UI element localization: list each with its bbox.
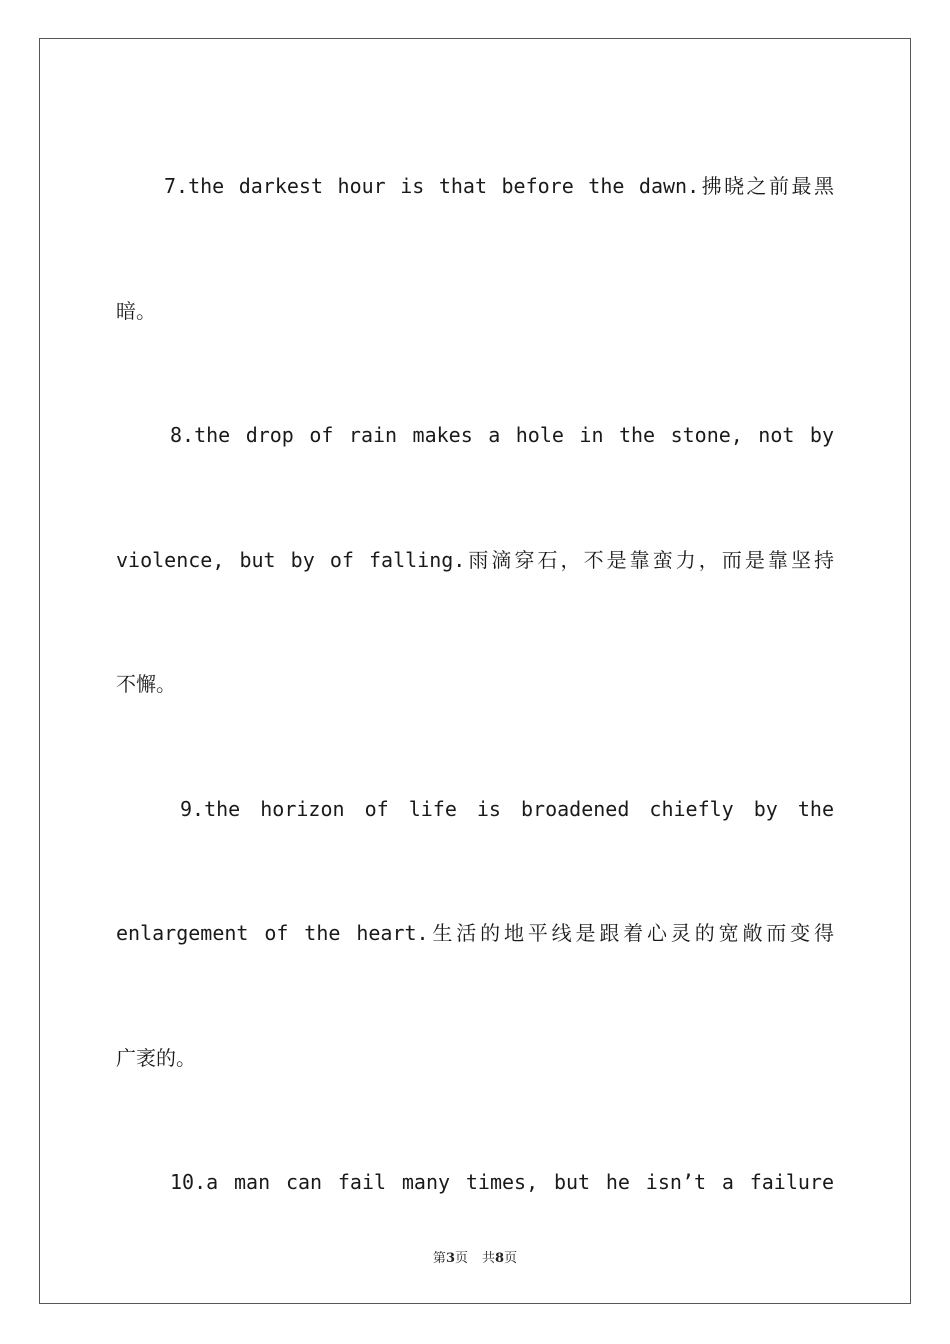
quote-8-line-1: 8.the drop of rain makes a hole in the stone, not by bbox=[170, 423, 834, 447]
total-suffix: 页 bbox=[504, 1251, 518, 1266]
quote-7-line-1: 7.the darkest hour is that before the dawn.拂晓之前最黑 bbox=[164, 174, 834, 198]
current-page-number: 3 bbox=[445, 1251, 455, 1266]
quote-7-line-2: 暗。 bbox=[116, 298, 156, 323]
quote-9-line-3: 广袤的。 bbox=[116, 1045, 196, 1070]
quote-9-line-2: enlargement of the heart.生活的地平线是跟着心灵的宽敞而变得 bbox=[116, 921, 834, 945]
page-suffix: 页 bbox=[454, 1251, 468, 1266]
page-footer bbox=[0, 1247, 950, 1266]
page-prefix: 第 bbox=[432, 1251, 446, 1266]
quote-8-line-3: 不懈。 bbox=[116, 672, 176, 696]
total-page-number: 8 bbox=[495, 1251, 505, 1266]
quote-8-line-2: violence, but by of falling.雨滴穿石，不是靠蛮力，而是靠坚持 bbox=[116, 547, 834, 572]
quote-9-line-1: 9.the horizon of life is broadened chiefly by the bbox=[180, 796, 834, 821]
quote-10-line-1: 10.a man can fail many times, but he isn’t a failure bbox=[170, 1170, 834, 1194]
total-prefix: 共 bbox=[482, 1251, 496, 1266]
document-body bbox=[116, 124, 834, 1245]
